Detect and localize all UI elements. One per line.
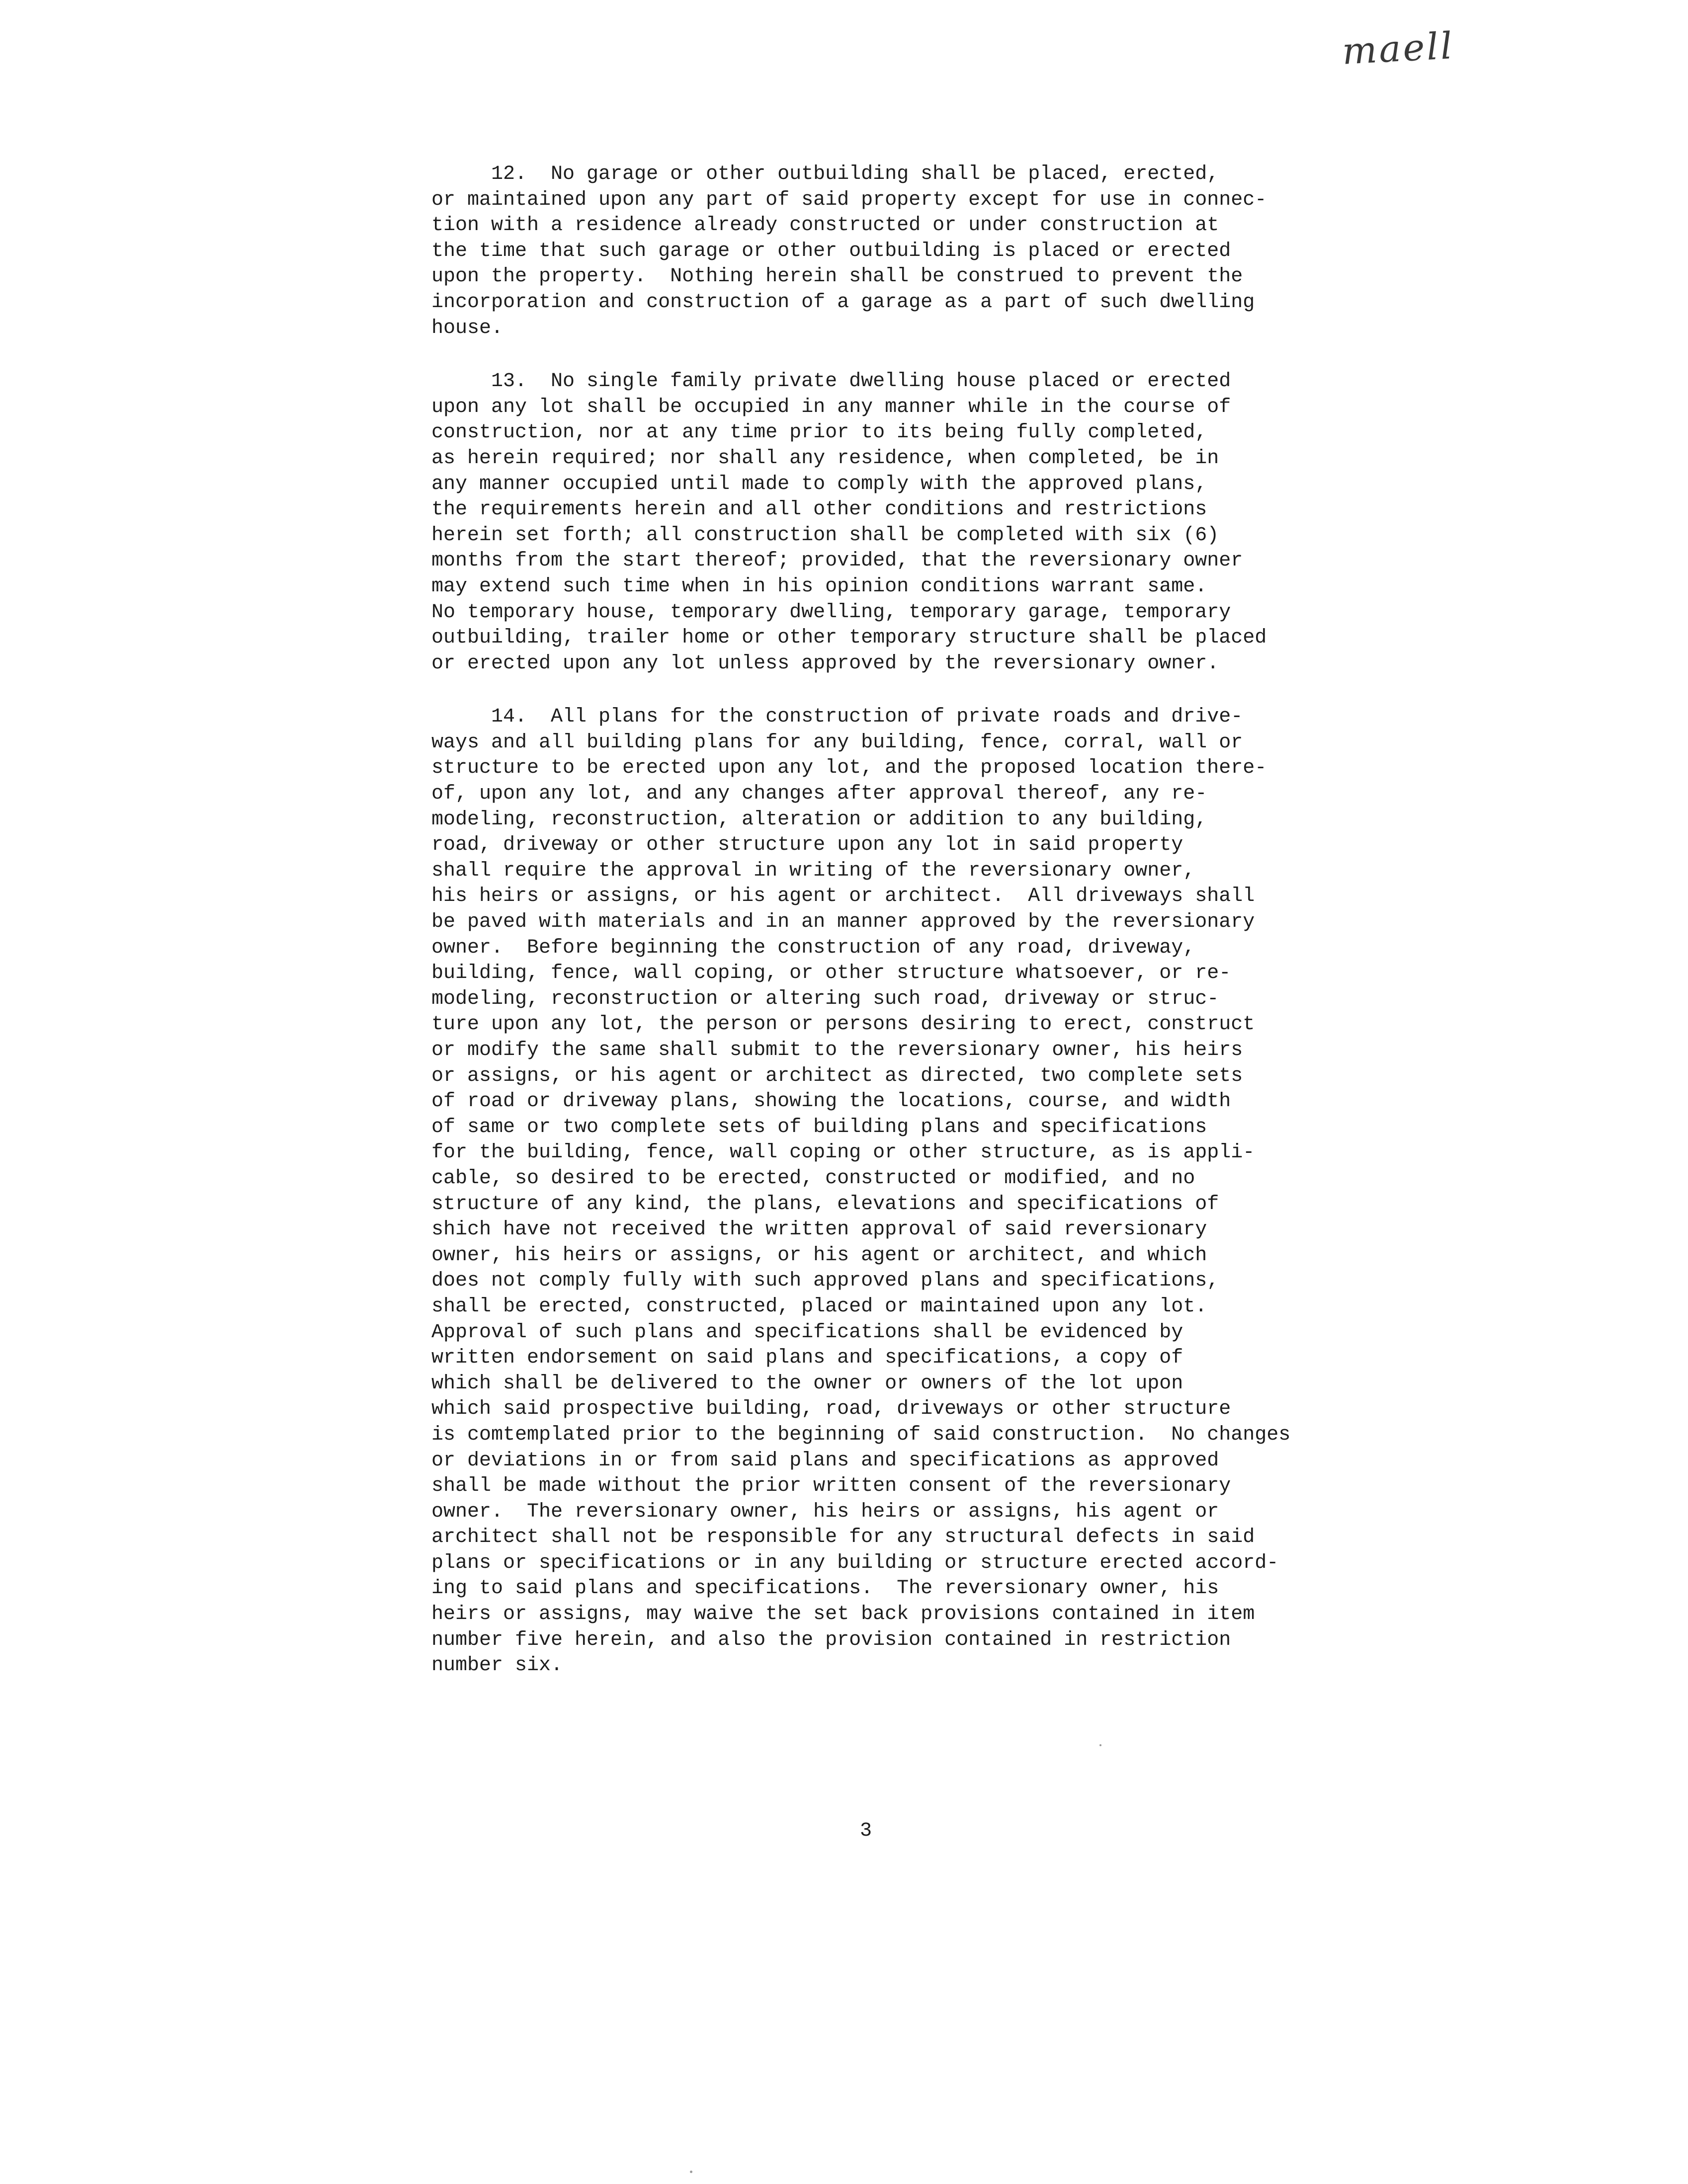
text-line: owner, his heirs or assigns, or his agent or architect, and which bbox=[431, 1244, 1207, 1267]
text-line: for the building, fence, wall coping or other structure, as is appli- bbox=[431, 1141, 1255, 1164]
handwritten-annotation: maell bbox=[1341, 24, 1455, 73]
text-line: incorporation and construction of a garage as a part of such dwelling bbox=[431, 291, 1255, 314]
text-line: modeling, reconstruction, alteration or addition to any building, bbox=[431, 808, 1207, 831]
text-line: heirs or assigns, may waive the set back provisions contained in item bbox=[431, 1603, 1255, 1626]
paragraph-12 bbox=[431, 162, 1376, 341]
text-line: No temporary house, temporary dwelling, temporary garage, temporary bbox=[431, 601, 1231, 624]
text-line: 14. All plans for the construction of private roads and drive- bbox=[431, 706, 1243, 728]
text-line: owner. Before beginning the construction of any road, driveway, bbox=[431, 936, 1195, 959]
text-line: the time that such garage or other outbuilding is placed or erected bbox=[431, 240, 1231, 262]
text-line: of same or two complete sets of building plans and specifications bbox=[431, 1116, 1207, 1138]
text-line: his heirs or assigns, or his agent or architect. All driveways shall bbox=[431, 885, 1255, 908]
text-line: road, driveway or other structure upon any lot in said property bbox=[431, 834, 1183, 857]
text-line: is comtemplated prior to the beginning of said construction. No changes bbox=[431, 1423, 1291, 1446]
text-line: number six. bbox=[431, 1654, 563, 1677]
text-line: any manner occupied until made to comply with the approved plans, bbox=[431, 473, 1207, 495]
text-line: shall require the approval in writing of the reversionary owner, bbox=[431, 859, 1195, 882]
text-line: of road or driveway plans, showing the locations, course, and width bbox=[431, 1090, 1231, 1113]
paragraph-13 bbox=[431, 369, 1376, 676]
scan-speck bbox=[690, 2171, 692, 2173]
text-line: shall be made without the prior written consent of the reversionary bbox=[431, 1475, 1231, 1498]
text-line: modeling, reconstruction or altering such road, driveway or struc- bbox=[431, 987, 1219, 1010]
paragraph-14 bbox=[431, 704, 1376, 1679]
text-line: which shall be delivered to the owner or owners of the lot upon bbox=[431, 1372, 1183, 1395]
text-line: shall be erected, constructed, placed or maintained upon any lot. bbox=[431, 1295, 1207, 1318]
text-line: be paved with materials and in an manner approved by the reversionary bbox=[431, 911, 1255, 934]
scan-speck bbox=[1099, 1744, 1101, 1746]
text-line: of, upon any lot, and any changes after approval thereof, any re- bbox=[431, 783, 1207, 806]
text-line: plans or specifications or in any building or structure erected accord- bbox=[431, 1551, 1279, 1574]
document-body bbox=[431, 162, 1376, 1706]
text-line: upon any lot shall be occupied in any manner while in the course of bbox=[431, 396, 1231, 418]
text-line: tion with a residence already constructed or under construction at bbox=[431, 214, 1219, 237]
text-line: as herein required; nor shall any residence, when completed, be in bbox=[431, 447, 1219, 470]
text-line: which said prospective building, road, driveways or other structure bbox=[431, 1398, 1231, 1421]
text-line: cable, so desired to be erected, constructed or modified, and no bbox=[431, 1167, 1195, 1190]
text-line: 13. No single family private dwelling house placed or erected bbox=[431, 370, 1231, 393]
text-line: architect shall not be responsible for any structural defects in said bbox=[431, 1526, 1255, 1549]
page-number: 3 bbox=[860, 1820, 872, 1842]
text-line: may extend such time when in his opinion conditions warrant same. bbox=[431, 575, 1207, 598]
text-line: written endorsement on said plans and specifications, a copy of bbox=[431, 1347, 1183, 1370]
text-line: house. bbox=[431, 317, 504, 339]
text-line: herein set forth; all construction shall be completed with six (6) bbox=[431, 524, 1219, 547]
text-line: number five herein, and also the provision contained in restriction bbox=[431, 1628, 1231, 1651]
text-line: Approval of such plans and specifications shall be evidenced by bbox=[431, 1321, 1183, 1344]
text-line: shich have not received the written approval of said reversionary bbox=[431, 1218, 1207, 1241]
text-line: does not comply fully with such approved plans and specifications, bbox=[431, 1270, 1219, 1293]
text-line: or deviations in or from said plans and specifications as approved bbox=[431, 1449, 1219, 1472]
text-line: building, fence, wall coping, or other structure whatsoever, or re- bbox=[431, 962, 1231, 985]
text-line: outbuilding, trailer home or other temporary structure shall be placed bbox=[431, 627, 1267, 649]
text-line: owner. The reversionary owner, his heirs or assigns, his agent or bbox=[431, 1500, 1219, 1523]
text-line: or erected upon any lot unless approved by the reversionary owner. bbox=[431, 652, 1219, 675]
text-line: or modify the same shall submit to the reversionary owner, his heirs bbox=[431, 1039, 1243, 1061]
text-line: the requirements herein and all other conditions and restrictions bbox=[431, 498, 1207, 521]
text-line: ways and all building plans for any building, fence, corral, wall or bbox=[431, 731, 1243, 754]
text-line: or maintained upon any part of said property except for use in connec- bbox=[431, 188, 1267, 211]
text-line: construction, nor at any time prior to its being fully completed, bbox=[431, 421, 1207, 444]
text-line: upon the property. Nothing herein shall be construed to prevent the bbox=[431, 265, 1243, 288]
text-line: ing to said plans and specifications. The reversionary owner, his bbox=[431, 1577, 1219, 1600]
text-line: ture upon any lot, the person or persons desiring to erect, construct bbox=[431, 1013, 1255, 1036]
text-line: structure to be erected upon any lot, and the proposed location there- bbox=[431, 757, 1267, 780]
text-line: or assigns, or his agent or architect as directed, two complete sets bbox=[431, 1064, 1243, 1087]
text-line: months from the start thereof; provided, that the reversionary owner bbox=[431, 550, 1243, 572]
text-line: 12. No garage or other outbuilding shall be placed, erected, bbox=[431, 163, 1219, 185]
text-line: structure of any kind, the plans, elevations and specifications of bbox=[431, 1193, 1219, 1215]
